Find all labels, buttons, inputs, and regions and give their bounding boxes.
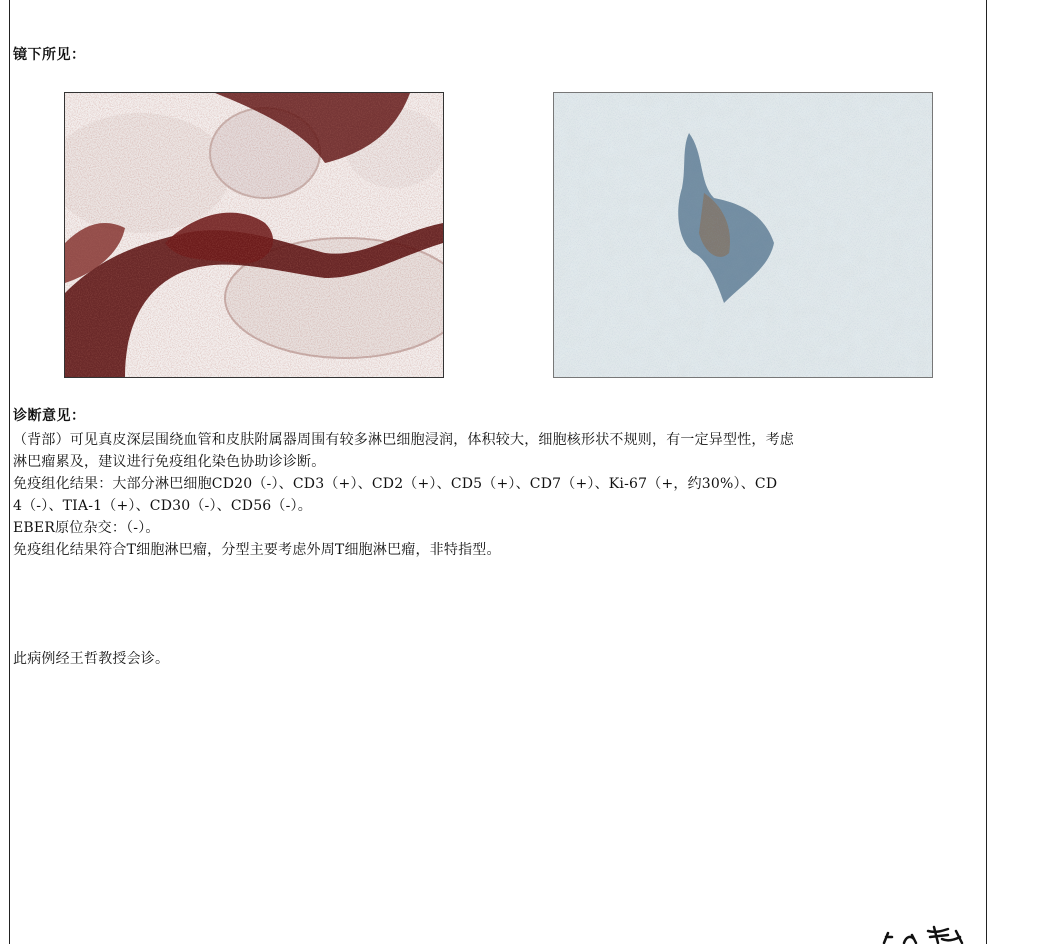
conclusion-line: 免疫组化结果符合T细胞淋巴瘤，分型主要考虑外周T细胞淋巴瘤，非特指型。 — [13, 542, 501, 558]
immunohistochemistry-line-1: 免疫组化结果：大部分淋巴细胞CD20（-）、CD3（+）、CD2（+）、CD5（+）、CD7（+）、Ki-67（+，约30%）、CD — [13, 476, 778, 492]
diagnosis-line-2: 淋巴瘤累及，建议进行免疫组化染色协助诊诊断。 — [13, 454, 326, 470]
microscopy-heading: 镜下所见： — [13, 47, 86, 63]
page-border-left — [9, 0, 10, 944]
consult-note: 此病例经王哲教授会诊。 — [13, 651, 170, 667]
eber-result-line: EBER原位杂交：（-）。 — [13, 520, 160, 536]
handwritten-signature — [876, 925, 976, 944]
diagnosis-heading: 诊断意见： — [13, 408, 86, 424]
page-border-right — [986, 0, 987, 944]
micrograph-blue-stain — [553, 92, 933, 378]
diagnosis-line-1: （背部）可见真皮深层围绕血管和皮肤附属器周围有较多淋巴细胞浸润，体积较大，细胞核形状不规则，有一定异型性，考虑 — [13, 432, 794, 448]
immunohistochemistry-line-2: 4（-）、TIA-1（+）、CD30（-）、CD56（-）。 — [13, 498, 312, 514]
micrograph-brown-stain — [64, 92, 444, 378]
